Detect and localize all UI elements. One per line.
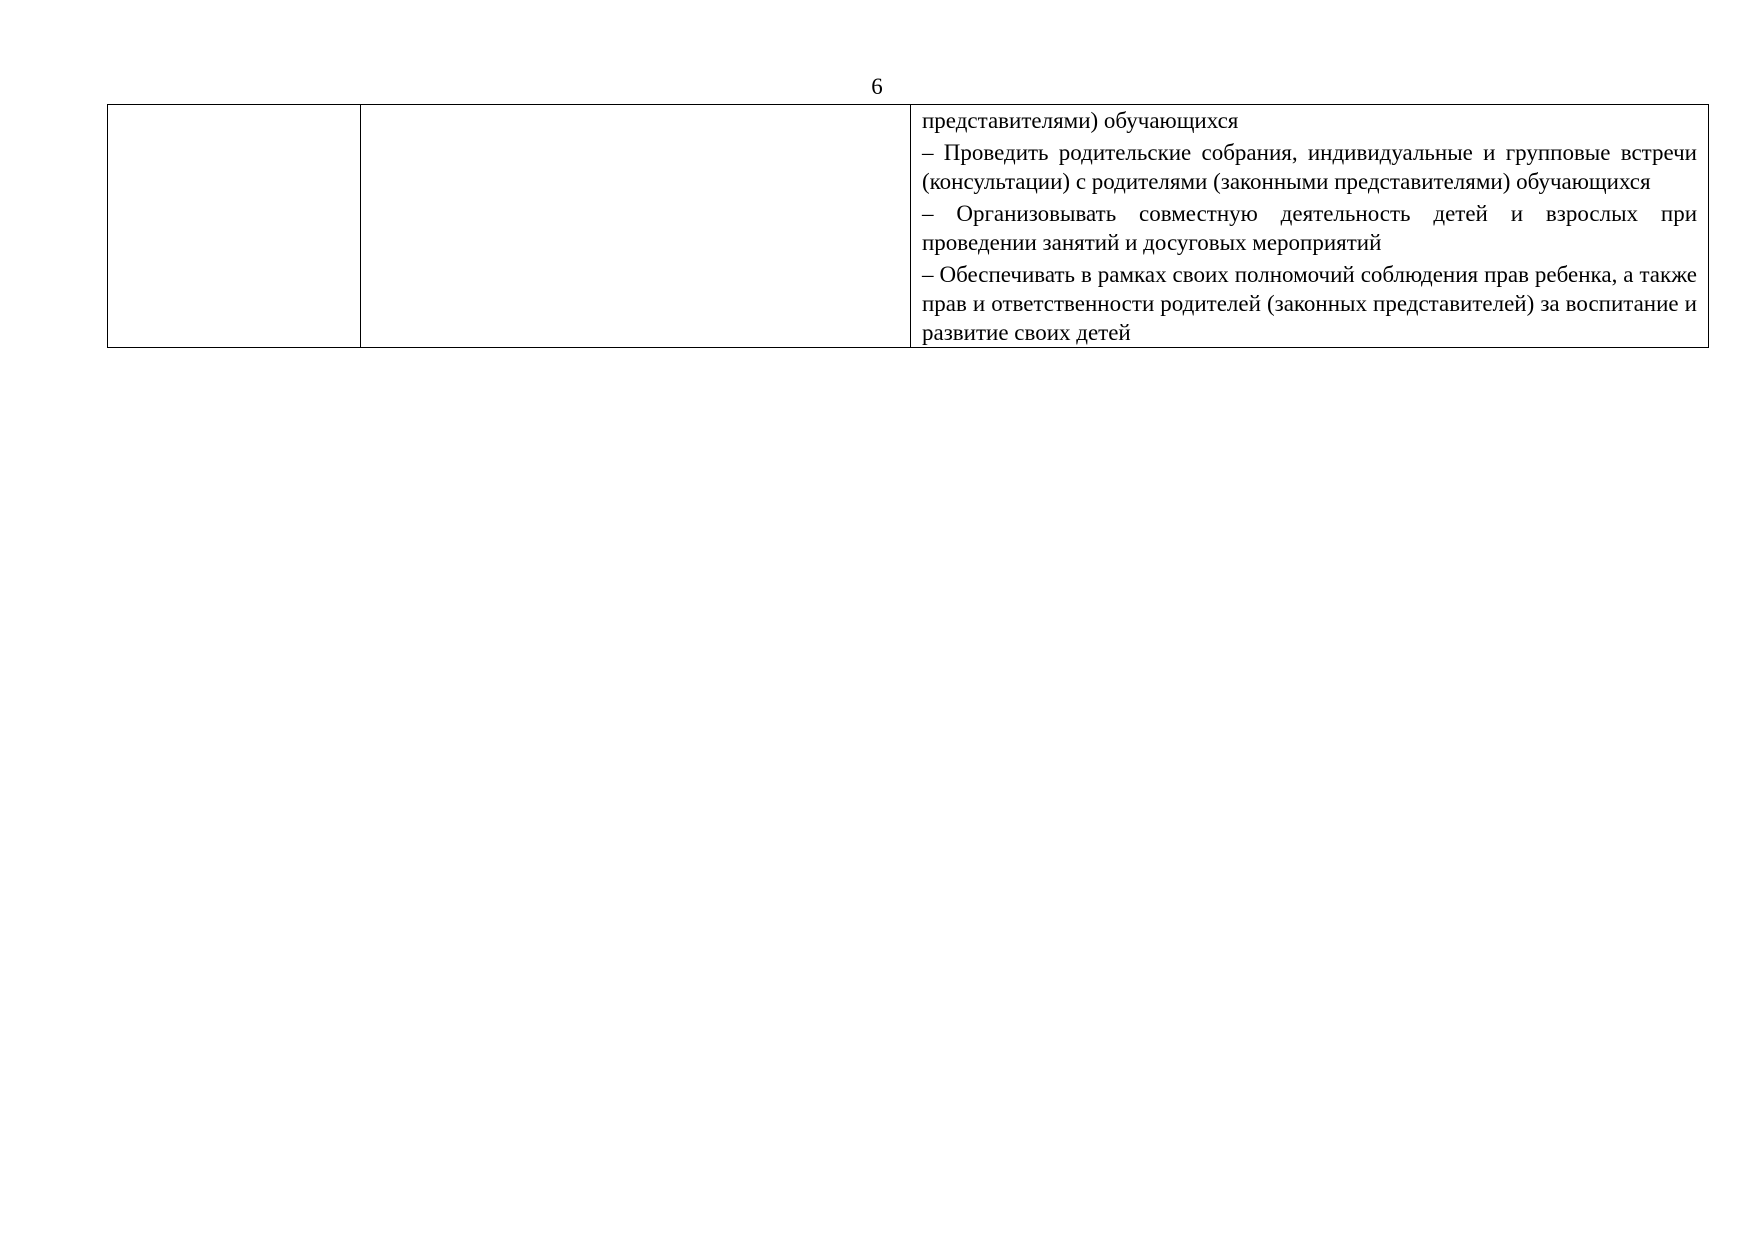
cell-paragraph: – Организовывать совместную деятельность детей и взрослых при проведении занятий и досуговых мероприятий [922,201,1697,255]
page-number: 6 [871,74,883,99]
cell-paragraph: – Обеспечивать в рамках своих полномочий соблюдения прав ребенка, а также прав и ответственности родителей (законных представителей) за воспитание и развитие своих детей [922,262,1697,345]
document-table [107,104,1709,348]
cell-text-col3 [911,105,1708,347]
table-cell-col3 [911,105,1709,348]
table-cell-col2 [361,105,911,348]
cell-paragraph: представителями) обучающихся [922,108,1239,133]
cell-paragraph: – Проведить родительские собрания, индивидуальные и групповые встречи (консультации) с родителями (законными представителями) обучающихся [922,140,1697,194]
cell-text-col2 [361,105,910,106]
cell-text-col1 [108,105,360,106]
table-cell-col1 [108,105,361,348]
table-row [108,105,1709,348]
